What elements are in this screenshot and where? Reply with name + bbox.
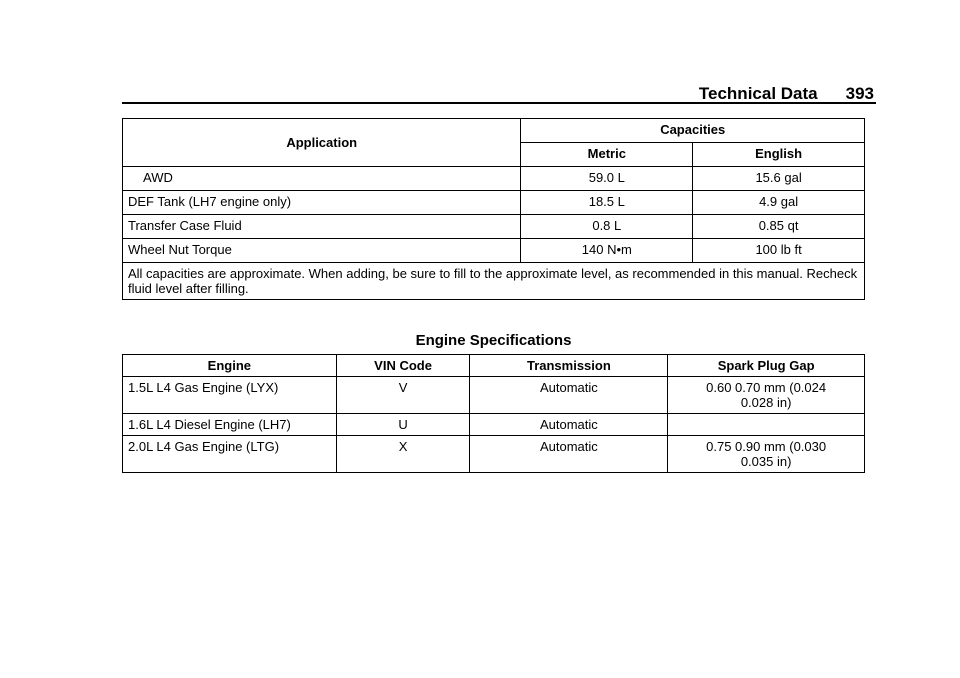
col-header-capacities: Capacities [521, 119, 865, 143]
cell-metric: 0.8 L [521, 215, 693, 239]
cell-metric: 59.0 L [521, 167, 693, 191]
cell-vin: U [336, 414, 470, 436]
cell-english: 4.9 gal [693, 191, 865, 215]
cell-application: DEF Tank (LH7 engine only) [123, 191, 521, 215]
page-header [699, 84, 874, 104]
cell-application: AWD [123, 167, 521, 191]
col-header-engine: Engine [123, 355, 337, 377]
header-divider [122, 102, 876, 104]
cell-metric: 140 N•m [521, 239, 693, 263]
cell-spark-plug-gap [668, 377, 865, 414]
gap-line: 0.035 in) [740, 454, 792, 469]
table-row [123, 377, 865, 414]
gap-line: 0.60 0.70 mm (0.024 [706, 380, 827, 395]
gap-line: 0.75 0.90 mm (0.030 [706, 439, 827, 454]
cell-vin: X [336, 436, 470, 473]
table-row [123, 239, 865, 263]
engine-specs-title: Engine Specifications [415, 332, 572, 349]
cell-application: Wheel Nut Torque [123, 239, 521, 263]
col-header-transmission: Transmission [470, 355, 668, 377]
engine-specs-table [122, 354, 865, 473]
cell-transmission: Automatic [470, 377, 668, 414]
table-row [123, 414, 865, 436]
table-row [123, 436, 865, 473]
col-header-metric: Metric [521, 143, 693, 167]
table-header-row [123, 355, 865, 377]
gap-line: 0.028 in) [740, 395, 792, 410]
table-note-row [123, 263, 865, 300]
section-title: Technical Data [698, 84, 818, 103]
cell-engine: 1.6L L4 Diesel Engine (LH7) [123, 414, 337, 436]
cell-transmission: Automatic [470, 436, 668, 473]
cell-english: 15.6 gal [693, 167, 865, 191]
col-header-vin-code: VIN Code [336, 355, 470, 377]
col-header-spark-plug-gap: Spark Plug Gap [668, 355, 865, 377]
cell-english: 100 lb ft [693, 239, 865, 263]
cell-vin: V [336, 377, 470, 414]
cell-engine: 1.5L L4 Gas Engine (LYX) [123, 377, 337, 414]
cell-spark-plug-gap [668, 414, 865, 436]
table-header-row [123, 119, 865, 143]
cell-engine: 2.0L L4 Gas Engine (LTG) [123, 436, 337, 473]
page-number: 393 [845, 84, 874, 103]
capacities-table [122, 118, 865, 300]
cell-metric: 18.5 L [521, 191, 693, 215]
cell-english: 0.85 qt [693, 215, 865, 239]
cell-spark-plug-gap [668, 436, 865, 473]
table-row [123, 167, 865, 191]
table-row [123, 191, 865, 215]
col-header-english: English [693, 143, 865, 167]
capacities-note: All capacities are approximate. When adding, be sure to fill to the approximate level, as recommended in this manual. Recheck fluid level after filling. [123, 263, 865, 300]
cell-transmission: Automatic [470, 414, 668, 436]
table-row [123, 215, 865, 239]
col-header-application: Application [123, 119, 521, 167]
cell-application: Transfer Case Fluid [123, 215, 521, 239]
